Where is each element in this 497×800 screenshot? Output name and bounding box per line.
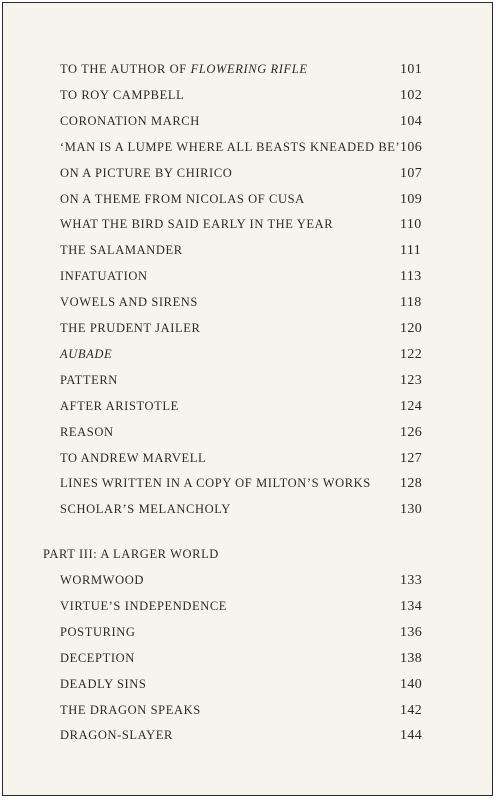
toc-entry-title-text: THE PRUDENT JAILER <box>60 321 201 335</box>
toc-entry <box>3 728 492 748</box>
toc-entry-title-text: WHAT THE BIRD SAID EARLY IN THE YEAR <box>60 217 334 232</box>
toc-entry <box>3 347 492 367</box>
toc-entry-title <box>60 321 200 336</box>
book-page <box>2 2 493 796</box>
toc-entry-page-number: 124 <box>400 398 423 414</box>
toc-entry-page-number: 126 <box>400 424 423 440</box>
toc-entry-page-number: 110 <box>400 217 422 233</box>
toc-entry-page-number: 138 <box>400 650 423 666</box>
toc-entry-title <box>60 269 148 284</box>
toc-entry-title <box>60 347 112 362</box>
toc-entry-page-number: 136 <box>400 624 423 640</box>
toc-entry-page-number: 144 <box>400 728 423 744</box>
toc-entry-title-italic: FLOWERING RIFLE <box>190 62 308 76</box>
toc-entry <box>3 573 492 593</box>
toc-entry-page-number: 102 <box>400 87 423 103</box>
toc-entry-page-number: 128 <box>400 476 423 492</box>
toc-entry-title-text: TO THE AUTHOR OF <box>60 62 191 76</box>
toc-entry-title <box>60 373 118 388</box>
toc-entry-title <box>60 703 201 718</box>
toc-entry <box>3 373 492 393</box>
toc-entry-page-number: 101 <box>400 62 423 77</box>
toc-entry-title-text: TO ANDREW MARVELL <box>60 450 207 465</box>
toc-entry <box>3 88 492 108</box>
toc-entry-title <box>60 451 206 466</box>
toc-entry <box>3 140 492 160</box>
toc-entry <box>3 651 492 671</box>
toc-entry-title-text: AFTER ARISTOTLE <box>60 398 179 413</box>
toc-entry-page-number: 106 <box>400 139 423 155</box>
toc-entry <box>3 502 492 522</box>
toc-entry-title <box>60 217 333 232</box>
toc-entry <box>3 625 492 645</box>
toc-entry <box>3 476 492 496</box>
toc-entry-page-number: 123 <box>400 372 423 388</box>
toc-entry-title-text: THE SALAMANDER <box>60 243 183 258</box>
toc-entry-page-number: 127 <box>400 450 423 466</box>
toc-entry-page-number: 134 <box>400 598 423 614</box>
toc-entry <box>3 114 492 134</box>
toc-entry <box>3 599 492 619</box>
toc-entry <box>3 192 492 212</box>
toc-entry-title <box>60 62 308 77</box>
toc-entry-title-text: DEADLY SINS <box>60 676 147 691</box>
toc-entry-page-number: 111 <box>400 243 422 259</box>
toc-entry-title <box>60 651 135 666</box>
toc-entry <box>3 166 492 186</box>
toc-entry <box>3 62 492 82</box>
toc-entry-title <box>60 573 144 588</box>
toc-entry-page-number: 104 <box>400 113 423 129</box>
toc-entry-title-text: LINES WRITTEN IN A COPY OF MILTON’S WORKS <box>60 476 371 491</box>
toc-entry-title <box>60 677 146 692</box>
toc-entry <box>3 321 492 341</box>
toc-entry-title <box>60 599 227 614</box>
toc-entry-title <box>60 192 305 207</box>
toc-entry-title <box>60 728 173 743</box>
toc-entry-title-text: REASON <box>60 424 114 439</box>
toc-entry-title <box>60 295 198 310</box>
toc-entry-title <box>60 114 200 129</box>
toc-entry-title-text: THE DRAGON SPEAKS <box>60 702 201 717</box>
toc-entry-page-number: 130 <box>400 502 423 518</box>
toc-entry-title-text: SCHOLAR’S MELANCHOLY <box>60 502 231 517</box>
toc-entry-title-text: WORMWOOD <box>60 573 144 587</box>
toc-entry <box>3 399 492 419</box>
toc-entry <box>3 677 492 697</box>
toc-entry-title-text: PATTERN <box>60 372 118 387</box>
toc-entry-title-text: DECEPTION <box>60 650 135 665</box>
toc-entry-title <box>60 166 232 181</box>
toc-entry-page-number: 113 <box>400 269 422 285</box>
part-heading: PART III: A LARGER WORLD <box>43 547 219 561</box>
toc-entry-page-number: 133 <box>400 573 423 588</box>
toc-entry-page-number: 118 <box>400 295 422 311</box>
toc-entry-title-text: ON A PICTURE BY CHIRICO <box>60 165 233 180</box>
toc-entry <box>3 703 492 723</box>
toc-entry-page-number: 142 <box>400 702 423 718</box>
toc-entry <box>3 243 492 263</box>
toc-entry-title-text: INFATUATION <box>60 269 148 284</box>
toc-entry <box>3 217 492 237</box>
toc-entry-title-text: CORONATION MARCH <box>60 113 200 128</box>
toc-entry-page-number: 109 <box>400 191 423 207</box>
toc-entry-title-text: POSTURING <box>60 624 136 639</box>
toc-entry-title-text: ON A THEME FROM NICOLAS OF CUSA <box>60 191 305 206</box>
toc-entry <box>3 295 492 315</box>
toc-entry-page-number: 120 <box>400 321 423 336</box>
toc-entry-title <box>60 243 183 258</box>
toc-entry-title <box>60 625 136 640</box>
toc-entry-title <box>60 140 400 155</box>
toc-entry <box>3 269 492 289</box>
toc-entry-title <box>60 88 184 103</box>
toc-entry-title <box>60 425 114 440</box>
toc-entry <box>3 425 492 445</box>
toc-entry <box>3 451 492 471</box>
toc-entry-title-italic: AUBADE <box>60 346 113 361</box>
toc-entry-title <box>60 476 371 491</box>
toc-entry-page-number: 140 <box>400 676 423 692</box>
toc-entry-title-text: ‘MAN IS A LUMPE WHERE ALL BEASTS KNEADED BE’ <box>60 139 401 154</box>
toc-entry-page-number: 107 <box>400 165 423 181</box>
toc-entry-title-text: VIRTUE’S INDEPENDENCE <box>60 598 228 613</box>
toc-entry-page-number: 122 <box>400 346 423 362</box>
toc-entry-title-text: DRAGON-SLAYER <box>60 728 173 743</box>
toc-entry-title-text: TO ROY CAMPBELL <box>60 87 185 102</box>
toc-entry-title <box>60 502 231 517</box>
toc-entry-title <box>60 399 179 414</box>
toc-entry-title-text: VOWELS AND SIRENS <box>60 295 198 310</box>
